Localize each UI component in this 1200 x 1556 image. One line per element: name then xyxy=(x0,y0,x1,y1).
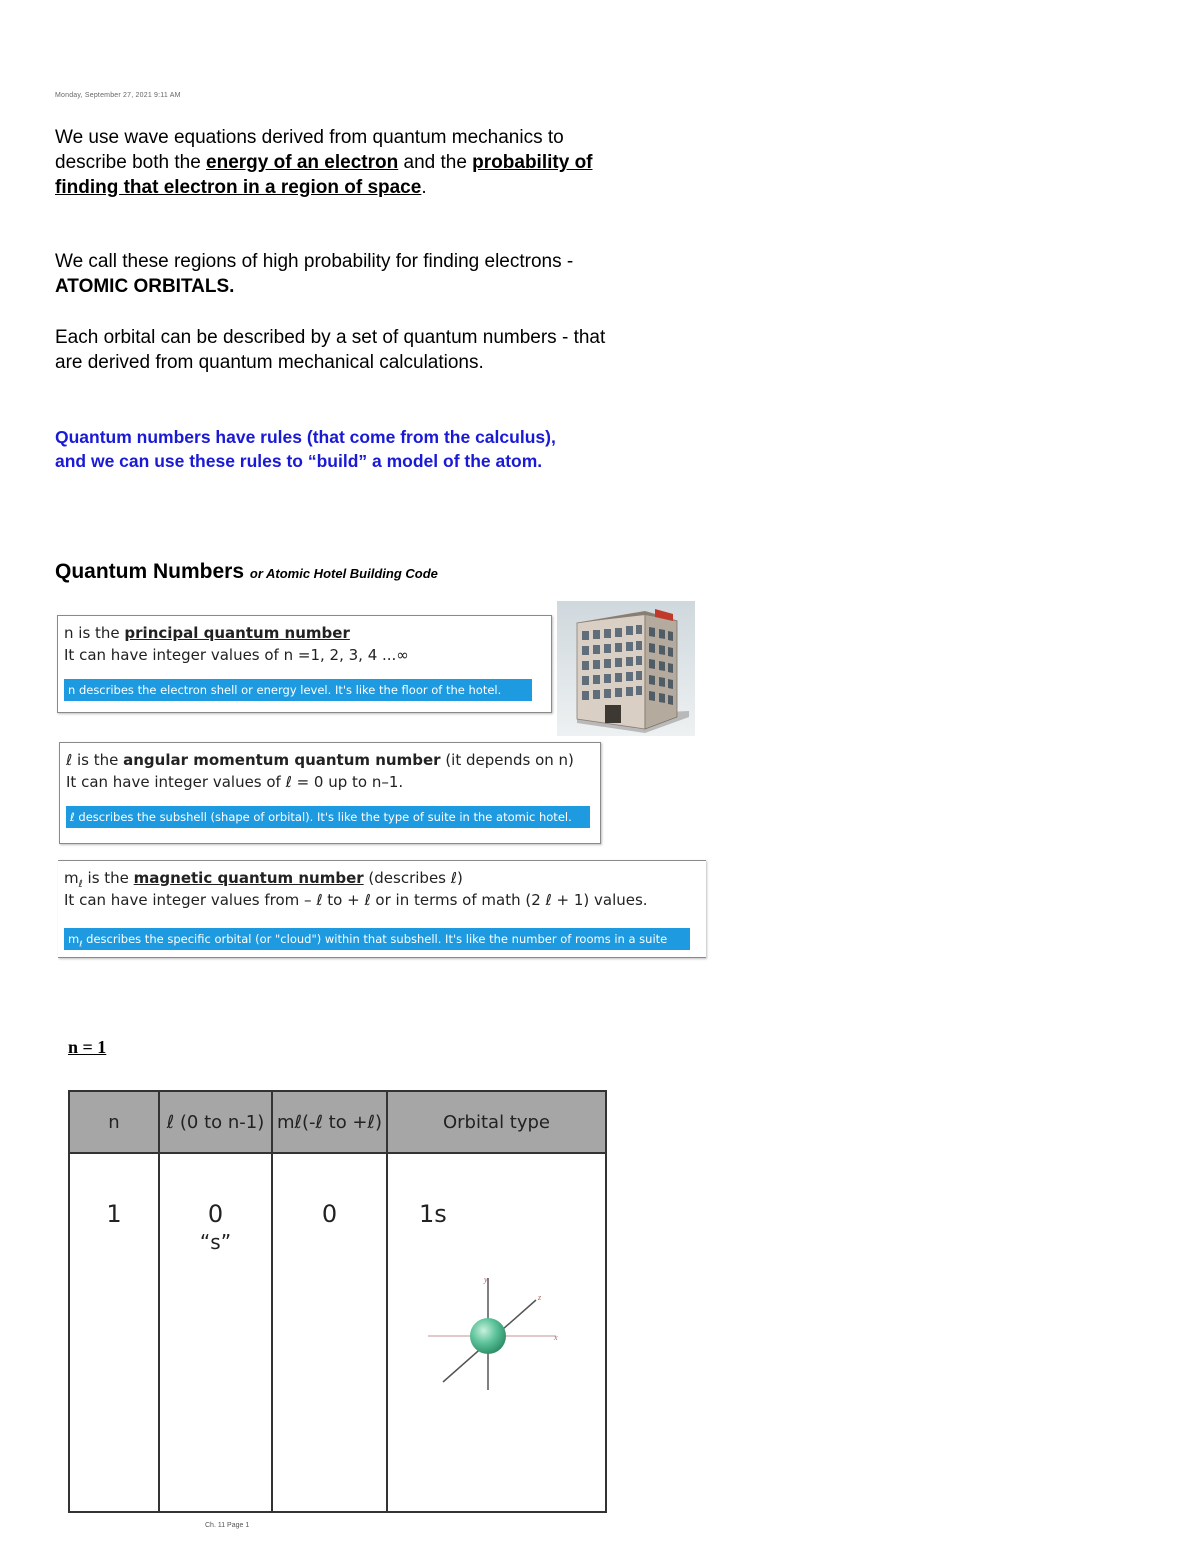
header-orbital-type: Orbital type xyxy=(387,1091,606,1153)
energy-phrase: energy of an electron xyxy=(206,152,399,173)
probability-phrase: probability of finding that electron in a region of space xyxy=(55,152,593,198)
magnetic-description-bar: $m_\ell$ describes the specific orbital (or "cloud") within that subshell. It's like the number of rooms in a suite xyxy=(64,928,690,950)
orbital-label: 1s xyxy=(419,1200,447,1228)
principal-description-bar: n describes the electron shell or energy level. It's like the floor of the hotel. xyxy=(64,679,532,701)
angular-definition: ℓ is the angular momentum quantum number (it depends on n) xyxy=(66,751,574,769)
x-axis-label: x xyxy=(554,1333,558,1342)
angular-quantum-box xyxy=(59,742,601,844)
table-header-row xyxy=(69,1091,606,1153)
magnetic-quantum-box xyxy=(58,860,706,958)
atomic-orbitals-term: ATOMIC ORBITALS. xyxy=(55,276,235,297)
principal-quantum-box xyxy=(57,615,552,713)
cell-n: 1 xyxy=(69,1153,159,1512)
header-l: ℓ (0 to n-1) xyxy=(159,1091,272,1153)
s-orbital-diagram xyxy=(418,1272,568,1397)
intro-paragraph-1: We use wave equations derived from quantum mechanics to describe both the energy of an electron and the probability of finding that electron in a region of space. xyxy=(55,127,593,198)
n-equals-heading: n = 1 xyxy=(68,1037,107,1057)
timestamp: Monday, September 27, 2021 9:11 AM xyxy=(55,92,181,99)
section-title: Quantum Numbers or Atomic Hotel Building Code xyxy=(55,560,438,583)
table-row xyxy=(69,1153,606,1512)
principal-definition: n is the principal quantum number xyxy=(64,624,350,642)
angular-description-bar: ℓ describes the subshell (shape of orbital). It's like the type of suite in the atomic hotel. xyxy=(66,806,590,828)
cell-orbital-type xyxy=(387,1153,606,1512)
z-axis-label: z xyxy=(538,1293,542,1302)
cell-l: 0 “s” xyxy=(159,1153,272,1512)
magnetic-definition: $m_\ell$ is the magnetic quantum number (describes ℓ) xyxy=(64,869,463,890)
intro-paragraph-4: Quantum numbers have rules (that come from the calculus), and we can use these rules to “build” a model of the atom. xyxy=(55,427,556,471)
intro-paragraph-2: We call these regions of high probability for finding electrons - ATOMIC ORBITALS. xyxy=(55,251,574,297)
page-footer: Ch. 11 Page 1 xyxy=(205,1522,250,1529)
hotel-building-image xyxy=(557,601,695,736)
header-ml: mℓ(-ℓ to +ℓ) xyxy=(272,1091,387,1153)
intro-paragraph-3: Each orbital can be described by a set of quantum numbers - that are derived from quantum mechanical calculations. xyxy=(55,327,606,373)
quantum-table xyxy=(68,1090,607,1513)
angular-values: It can have integer values of ℓ = 0 up to n–1. xyxy=(66,773,404,791)
section-subtitle: or Atomic Hotel Building Code xyxy=(249,566,438,581)
principal-values: It can have integer values of n =1, 2, 3, 4 ...∞ xyxy=(64,646,409,664)
header-n: n xyxy=(69,1091,159,1153)
s-label: “s” xyxy=(199,1230,232,1254)
cell-ml: 0 xyxy=(272,1153,387,1512)
y-axis-label: y xyxy=(484,1275,488,1284)
magnetic-values: It can have integer values from – ℓ to + ℓ or in terms of math (2 ℓ + 1) values. xyxy=(64,891,648,909)
